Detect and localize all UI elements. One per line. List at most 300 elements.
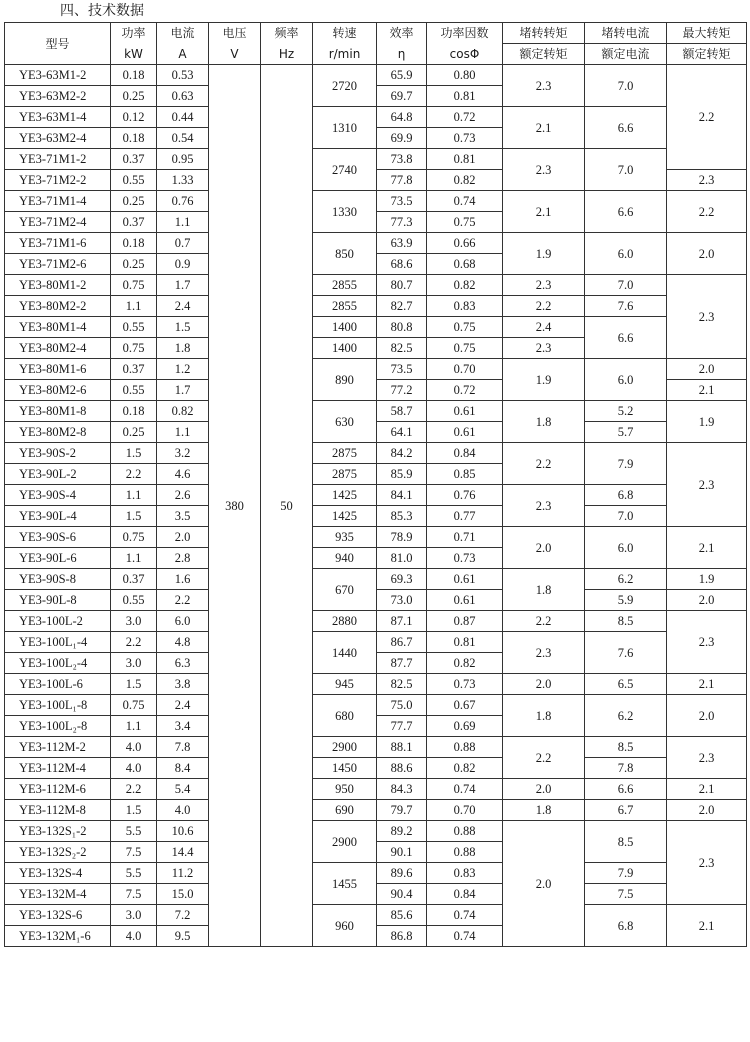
power-factor-cell: 0.84 — [427, 443, 503, 464]
power-factor-cell: 0.82 — [427, 758, 503, 779]
current-cell: 0.9 — [157, 254, 209, 275]
efficiency-cell: 63.9 — [377, 233, 427, 254]
table-body — [5, 65, 747, 947]
model-cell: YE3-100L₁-8 — [5, 695, 111, 716]
power-cell: 2.2 — [111, 779, 157, 800]
power-factor-cell: 0.82 — [427, 275, 503, 296]
speed-cell: 2900 — [313, 737, 377, 758]
power-cell: 0.37 — [111, 359, 157, 380]
table-row — [5, 275, 747, 296]
model-cell: YE3-90L-8 — [5, 590, 111, 611]
locked-rotor-current-cell: 6.6 — [585, 779, 667, 800]
power-factor-cell: 0.75 — [427, 212, 503, 233]
power-factor-cell: 0.88 — [427, 842, 503, 863]
current-cell: 2.8 — [157, 548, 209, 569]
locked-rotor-current-cell: 6.6 — [585, 107, 667, 149]
current-cell: 1.33 — [157, 170, 209, 191]
max-torque-cell: 2.3 — [667, 443, 747, 527]
model-cell: YE3-63M2-4 — [5, 128, 111, 149]
speed-cell: 960 — [313, 905, 377, 947]
efficiency-cell: 82.7 — [377, 296, 427, 317]
speed-cell: 945 — [313, 674, 377, 695]
max-torque-cell: 2.1 — [667, 527, 747, 569]
power-factor-cell: 0.68 — [427, 254, 503, 275]
efficiency-cell: 84.3 — [377, 779, 427, 800]
power-factor-cell: 0.80 — [427, 65, 503, 86]
locked-rotor-torque-cell: 2.2 — [503, 296, 585, 317]
current-cell: 1.6 — [157, 569, 209, 590]
speed-cell: 1400 — [313, 317, 377, 338]
table-row — [5, 758, 747, 779]
power-factor-cell: 0.83 — [427, 296, 503, 317]
current-cell: 9.5 — [157, 926, 209, 947]
efficiency-cell: 85.3 — [377, 506, 427, 527]
power-cell: 0.55 — [111, 170, 157, 191]
efficiency-cell: 80.7 — [377, 275, 427, 296]
power-factor-cell: 0.74 — [427, 191, 503, 212]
locked-rotor-current-cell: 6.0 — [585, 527, 667, 569]
header-efficiency-unit: η — [377, 44, 427, 65]
header-power-unit: kW — [111, 44, 157, 65]
power-factor-cell: 0.73 — [427, 548, 503, 569]
table-row — [5, 674, 747, 695]
power-cell: 1.1 — [111, 548, 157, 569]
power-factor-cell: 0.73 — [427, 674, 503, 695]
locked-rotor-current-cell: 7.0 — [585, 149, 667, 191]
efficiency-cell: 73.0 — [377, 590, 427, 611]
header-power-factor-unit: cosΦ — [427, 44, 503, 65]
max-torque-cell: 2.0 — [667, 695, 747, 737]
current-cell: 10.6 — [157, 821, 209, 842]
model-cell: YE3-90S-6 — [5, 527, 111, 548]
power-cell: 3.0 — [111, 905, 157, 926]
efficiency-cell: 88.1 — [377, 737, 427, 758]
max-torque-cell: 2.3 — [667, 275, 747, 359]
power-cell: 0.55 — [111, 380, 157, 401]
efficiency-cell: 73.5 — [377, 359, 427, 380]
power-factor-cell: 0.74 — [427, 905, 503, 926]
power-factor-cell: 0.76 — [427, 485, 503, 506]
header-voltage-unit: V — [209, 44, 261, 65]
locked-rotor-torque-cell: 1.9 — [503, 233, 585, 275]
locked-rotor-current-cell: 7.0 — [585, 65, 667, 107]
table-row — [5, 107, 747, 128]
efficiency-cell: 79.7 — [377, 800, 427, 821]
locked-rotor-torque-cell: 1.9 — [503, 359, 585, 401]
current-cell: 8.4 — [157, 758, 209, 779]
power-factor-cell: 0.83 — [427, 863, 503, 884]
power-cell: 1.5 — [111, 674, 157, 695]
power-cell: 1.5 — [111, 800, 157, 821]
locked-rotor-torque-cell: 1.8 — [503, 569, 585, 611]
header-power: 功率 — [111, 23, 157, 44]
locked-rotor-current-cell: 5.9 — [585, 590, 667, 611]
locked-rotor-current-cell: 6.8 — [585, 905, 667, 947]
table-row — [5, 359, 747, 380]
current-cell: 1.8 — [157, 338, 209, 359]
locked-rotor-torque-cell: 2.3 — [503, 485, 585, 527]
model-cell: YE3-90L-4 — [5, 506, 111, 527]
table-row — [5, 695, 747, 716]
locked-rotor-torque-cell: 2.0 — [503, 821, 585, 947]
header-locked-rotor-current: 堵转电流 — [585, 23, 667, 44]
technical-data-table — [4, 22, 747, 947]
header-frequency: 频率 — [261, 23, 313, 44]
power-factor-cell: 0.81 — [427, 86, 503, 107]
speed-cell: 1330 — [313, 191, 377, 233]
efficiency-cell: 82.5 — [377, 674, 427, 695]
power-factor-cell: 0.81 — [427, 632, 503, 653]
locked-rotor-current-cell: 5.7 — [585, 422, 667, 443]
power-factor-cell: 0.81 — [427, 149, 503, 170]
locked-rotor-torque-cell: 2.3 — [503, 65, 585, 107]
locked-rotor-current-cell: 6.8 — [585, 485, 667, 506]
speed-cell: 2875 — [313, 464, 377, 485]
locked-rotor-torque-cell: 2.2 — [503, 611, 585, 632]
header-power-factor: 功率因数 — [427, 23, 503, 44]
model-cell: YE3-80M1-8 — [5, 401, 111, 422]
locked-rotor-torque-cell: 2.0 — [503, 674, 585, 695]
efficiency-cell: 69.9 — [377, 128, 427, 149]
locked-rotor-torque-cell: 2.3 — [503, 275, 585, 296]
current-cell: 1.7 — [157, 275, 209, 296]
speed-cell: 890 — [313, 359, 377, 401]
current-cell: 2.4 — [157, 296, 209, 317]
max-torque-cell: 2.0 — [667, 233, 747, 275]
locked-rotor-torque-cell: 2.3 — [503, 149, 585, 191]
current-cell: 0.53 — [157, 65, 209, 86]
efficiency-cell: 87.7 — [377, 653, 427, 674]
table-row — [5, 317, 747, 338]
speed-cell: 1310 — [313, 107, 377, 149]
current-cell: 11.2 — [157, 863, 209, 884]
current-cell: 0.82 — [157, 401, 209, 422]
max-torque-cell: 1.9 — [667, 401, 747, 443]
efficiency-cell: 68.6 — [377, 254, 427, 275]
power-factor-cell: 0.74 — [427, 779, 503, 800]
max-torque-cell: 2.1 — [667, 674, 747, 695]
locked-rotor-torque-cell: 1.8 — [503, 401, 585, 443]
efficiency-cell: 65.9 — [377, 65, 427, 86]
current-cell: 6.3 — [157, 653, 209, 674]
power-factor-cell: 0.70 — [427, 359, 503, 380]
header-locked-rotor-current-ratio: 额定电流 — [585, 44, 667, 65]
efficiency-cell: 87.1 — [377, 611, 427, 632]
power-factor-cell: 0.69 — [427, 716, 503, 737]
max-torque-cell: 1.9 — [667, 569, 747, 590]
model-cell: YE3-71M2-2 — [5, 170, 111, 191]
power-factor-cell: 0.70 — [427, 800, 503, 821]
efficiency-cell: 85.9 — [377, 464, 427, 485]
header-speed: 转速 — [313, 23, 377, 44]
power-factor-cell: 0.82 — [427, 170, 503, 191]
power-cell: 0.25 — [111, 191, 157, 212]
speed-cell: 850 — [313, 233, 377, 275]
current-cell: 0.7 — [157, 233, 209, 254]
model-cell: YE3-90L-6 — [5, 548, 111, 569]
power-factor-cell: 0.87 — [427, 611, 503, 632]
header-model: 型号 — [5, 23, 111, 65]
power-cell: 0.18 — [111, 233, 157, 254]
efficiency-cell: 69.3 — [377, 569, 427, 590]
speed-cell: 2855 — [313, 296, 377, 317]
header-current-unit: A — [157, 44, 209, 65]
power-cell: 7.5 — [111, 842, 157, 863]
max-torque-cell: 2.1 — [667, 380, 747, 401]
current-cell: 3.2 — [157, 443, 209, 464]
power-cell: 0.12 — [111, 107, 157, 128]
model-cell: YE3-100L-6 — [5, 674, 111, 695]
table-row — [5, 401, 747, 422]
model-cell: YE3-80M2-8 — [5, 422, 111, 443]
current-cell: 4.0 — [157, 800, 209, 821]
locked-rotor-current-cell: 8.5 — [585, 737, 667, 758]
efficiency-cell: 85.6 — [377, 905, 427, 926]
power-factor-cell: 0.88 — [427, 737, 503, 758]
power-cell: 0.75 — [111, 695, 157, 716]
model-cell: YE3-90S-2 — [5, 443, 111, 464]
power-factor-cell: 0.61 — [427, 422, 503, 443]
current-cell: 2.6 — [157, 485, 209, 506]
locked-rotor-torque-cell: 2.2 — [503, 443, 585, 485]
speed-cell: 1450 — [313, 758, 377, 779]
model-cell: YE3-80M2-4 — [5, 338, 111, 359]
efficiency-cell: 86.7 — [377, 632, 427, 653]
power-factor-cell: 0.66 — [427, 233, 503, 254]
header-current: 电流 — [157, 23, 209, 44]
efficiency-cell: 90.4 — [377, 884, 427, 905]
power-factor-cell: 0.88 — [427, 821, 503, 842]
power-cell: 0.37 — [111, 212, 157, 233]
speed-cell: 1440 — [313, 632, 377, 674]
efficiency-cell: 84.1 — [377, 485, 427, 506]
power-cell: 0.75 — [111, 275, 157, 296]
current-cell: 0.63 — [157, 86, 209, 107]
header-row-2 — [5, 44, 747, 65]
table-row — [5, 527, 747, 548]
model-cell: YE3-80M1-6 — [5, 359, 111, 380]
power-cell: 3.0 — [111, 653, 157, 674]
power-factor-cell: 0.72 — [427, 380, 503, 401]
speed-cell: 940 — [313, 548, 377, 569]
table-row — [5, 905, 747, 926]
power-cell: 5.5 — [111, 863, 157, 884]
current-cell: 0.54 — [157, 128, 209, 149]
locked-rotor-current-cell: 7.0 — [585, 506, 667, 527]
model-cell: YE3-80M2-2 — [5, 296, 111, 317]
table-row — [5, 737, 747, 758]
power-factor-cell: 0.61 — [427, 401, 503, 422]
current-cell: 0.76 — [157, 191, 209, 212]
max-torque-cell: 2.2 — [667, 65, 747, 170]
power-cell: 0.18 — [111, 65, 157, 86]
current-cell: 2.2 — [157, 590, 209, 611]
max-torque-cell: 2.0 — [667, 800, 747, 821]
efficiency-cell: 64.1 — [377, 422, 427, 443]
power-cell: 1.5 — [111, 443, 157, 464]
efficiency-cell: 86.8 — [377, 926, 427, 947]
efficiency-cell: 82.5 — [377, 338, 427, 359]
model-cell: YE3-132M₁-6 — [5, 926, 111, 947]
model-cell: YE3-112M-4 — [5, 758, 111, 779]
table-row — [5, 632, 747, 653]
efficiency-cell: 80.8 — [377, 317, 427, 338]
speed-cell: 1425 — [313, 506, 377, 527]
power-cell: 0.75 — [111, 338, 157, 359]
model-cell: YE3-90S-8 — [5, 569, 111, 590]
efficiency-cell: 77.2 — [377, 380, 427, 401]
model-cell: YE3-90L-2 — [5, 464, 111, 485]
power-factor-cell: 0.75 — [427, 338, 503, 359]
section-title: 四、技术数据 — [60, 3, 144, 19]
efficiency-cell: 81.0 — [377, 548, 427, 569]
current-cell: 14.4 — [157, 842, 209, 863]
header-frequency-unit: Hz — [261, 44, 313, 65]
power-factor-cell: 0.74 — [427, 926, 503, 947]
efficiency-cell: 88.6 — [377, 758, 427, 779]
locked-rotor-current-cell: 7.9 — [585, 863, 667, 884]
power-cell: 4.0 — [111, 758, 157, 779]
voltage-cell: 380 — [209, 65, 261, 947]
power-factor-cell: 0.85 — [427, 464, 503, 485]
power-cell: 3.0 — [111, 611, 157, 632]
power-factor-cell: 0.61 — [427, 590, 503, 611]
locked-rotor-torque-cell: 2.1 — [503, 191, 585, 233]
speed-cell: 950 — [313, 779, 377, 800]
power-cell: 0.25 — [111, 422, 157, 443]
current-cell: 1.5 — [157, 317, 209, 338]
current-cell: 1.2 — [157, 359, 209, 380]
power-cell: 7.5 — [111, 884, 157, 905]
power-factor-cell: 0.61 — [427, 569, 503, 590]
locked-rotor-torque-cell: 1.8 — [503, 800, 585, 821]
power-cell: 1.1 — [111, 485, 157, 506]
current-cell: 3.8 — [157, 674, 209, 695]
locked-rotor-current-cell: 6.6 — [585, 191, 667, 233]
efficiency-cell: 73.8 — [377, 149, 427, 170]
current-cell: 15.0 — [157, 884, 209, 905]
speed-cell: 1400 — [313, 338, 377, 359]
model-cell: YE3-100L₂-4 — [5, 653, 111, 674]
max-torque-cell: 2.3 — [667, 821, 747, 905]
current-cell: 0.95 — [157, 149, 209, 170]
table-row — [5, 800, 747, 821]
locked-rotor-torque-cell: 2.3 — [503, 338, 585, 359]
max-torque-cell: 2.3 — [667, 737, 747, 779]
model-cell: YE3-132S-4 — [5, 863, 111, 884]
speed-cell: 1455 — [313, 863, 377, 905]
model-cell: YE3-71M1-2 — [5, 149, 111, 170]
efficiency-cell: 77.3 — [377, 212, 427, 233]
model-cell: YE3-132M-4 — [5, 884, 111, 905]
table-row — [5, 191, 747, 212]
power-cell: 0.18 — [111, 128, 157, 149]
power-factor-cell: 0.71 — [427, 527, 503, 548]
locked-rotor-current-cell: 8.5 — [585, 611, 667, 632]
speed-cell: 630 — [313, 401, 377, 443]
header-locked-rotor-torque-ratio: 额定转矩 — [503, 44, 585, 65]
power-cell: 4.0 — [111, 926, 157, 947]
speed-cell: 680 — [313, 695, 377, 737]
efficiency-cell: 73.5 — [377, 191, 427, 212]
locked-rotor-torque-cell: 1.8 — [503, 695, 585, 737]
current-cell: 7.2 — [157, 905, 209, 926]
model-cell: YE3-100L-2 — [5, 611, 111, 632]
locked-rotor-current-cell: 6.2 — [585, 569, 667, 590]
table-row — [5, 506, 747, 527]
model-cell: YE3-63M2-2 — [5, 86, 111, 107]
locked-rotor-current-cell: 8.5 — [585, 821, 667, 863]
power-cell: 0.25 — [111, 86, 157, 107]
locked-rotor-current-cell: 6.5 — [585, 674, 667, 695]
current-cell: 3.4 — [157, 716, 209, 737]
speed-cell: 2720 — [313, 65, 377, 107]
table-row — [5, 569, 747, 590]
current-cell: 2.0 — [157, 527, 209, 548]
current-cell: 6.0 — [157, 611, 209, 632]
power-cell: 1.1 — [111, 716, 157, 737]
current-cell: 5.4 — [157, 779, 209, 800]
locked-rotor-torque-cell: 2.4 — [503, 317, 585, 338]
efficiency-cell: 90.1 — [377, 842, 427, 863]
speed-cell: 2740 — [313, 149, 377, 191]
current-cell: 3.5 — [157, 506, 209, 527]
table-row — [5, 485, 747, 506]
current-cell: 0.44 — [157, 107, 209, 128]
max-torque-cell: 2.0 — [667, 590, 747, 611]
header-efficiency: 效率 — [377, 23, 427, 44]
model-cell: YE3-80M1-4 — [5, 317, 111, 338]
efficiency-cell: 77.7 — [377, 716, 427, 737]
efficiency-cell: 77.8 — [377, 170, 427, 191]
model-cell: YE3-80M1-2 — [5, 275, 111, 296]
efficiency-cell: 89.2 — [377, 821, 427, 842]
speed-cell: 1425 — [313, 485, 377, 506]
efficiency-cell: 84.2 — [377, 443, 427, 464]
efficiency-cell: 78.9 — [377, 527, 427, 548]
power-cell: 0.25 — [111, 254, 157, 275]
max-torque-cell: 2.2 — [667, 191, 747, 233]
table-row — [5, 611, 747, 632]
locked-rotor-torque-cell: 2.0 — [503, 779, 585, 800]
model-cell: YE3-71M1-4 — [5, 191, 111, 212]
current-cell: 2.4 — [157, 695, 209, 716]
efficiency-cell: 75.0 — [377, 695, 427, 716]
power-cell: 1.5 — [111, 506, 157, 527]
header-speed-unit: r/min — [313, 44, 377, 65]
locked-rotor-torque-cell: 2.0 — [503, 527, 585, 569]
power-cell: 0.75 — [111, 527, 157, 548]
locked-rotor-current-cell: 7.6 — [585, 296, 667, 317]
power-cell: 0.37 — [111, 149, 157, 170]
header-voltage: 电压 — [209, 23, 261, 44]
header-row-1 — [5, 23, 747, 44]
model-cell: YE3-63M1-2 — [5, 65, 111, 86]
efficiency-cell: 69.7 — [377, 86, 427, 107]
power-factor-cell: 0.82 — [427, 653, 503, 674]
efficiency-cell: 89.6 — [377, 863, 427, 884]
power-cell: 5.5 — [111, 821, 157, 842]
model-cell: YE3-90S-4 — [5, 485, 111, 506]
frequency-cell: 50 — [261, 65, 313, 947]
table-row — [5, 296, 747, 317]
model-cell: YE3-132S-6 — [5, 905, 111, 926]
locked-rotor-current-cell: 6.0 — [585, 233, 667, 275]
locked-rotor-current-cell: 6.7 — [585, 800, 667, 821]
table-row — [5, 65, 747, 86]
model-cell: YE3-132S₁-2 — [5, 821, 111, 842]
efficiency-cell: 58.7 — [377, 401, 427, 422]
